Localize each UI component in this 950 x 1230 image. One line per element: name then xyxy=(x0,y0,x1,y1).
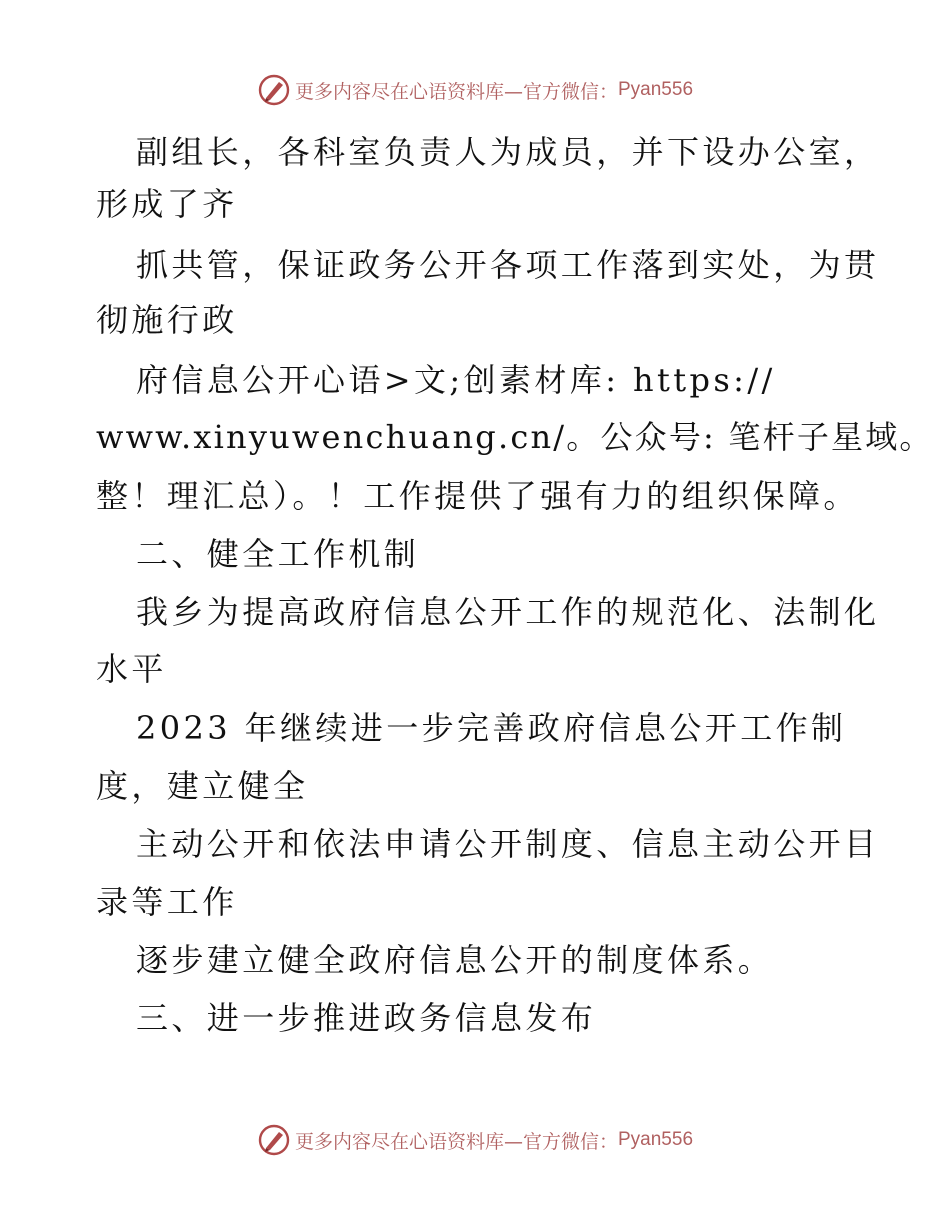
paragraph-line: 抓共管，保证政务公开各项工作落到实处，为贯 xyxy=(136,246,880,284)
paragraph-line: 彻施行政 xyxy=(96,301,238,339)
paragraph-line: 我乡为提高政府信息公开工作的规范化、法制化 xyxy=(136,593,880,631)
watermark-text: 更多内容尽在心语资料库—官方微信： xyxy=(294,80,618,103)
paragraph-line: 府信息公开心语>文;创素材库: https:// xyxy=(136,361,776,399)
pen-circle-logo-icon xyxy=(257,73,291,107)
paragraph-line: 2023 年继续进一步完善政府信息公开工作制 xyxy=(136,709,847,747)
section-heading: 二、健全工作机制 xyxy=(136,535,420,573)
footer-watermark xyxy=(0,1120,950,1160)
header-watermark xyxy=(0,70,950,110)
watermark-account: Pyan556 xyxy=(618,79,694,100)
paragraph-line: 度，建立健全 xyxy=(96,767,309,805)
watermark-account: Pyan556 xyxy=(618,1129,694,1150)
paragraph-line: 逐步建立健全政府信息公开的制度体系。 xyxy=(136,941,774,979)
paragraph-line: www.xinyuwenchuang.cn/。公众号: 笔杆子星域。 xyxy=(96,418,934,456)
paragraph-line: 录等工作 xyxy=(96,883,238,921)
paragraph-line: 主动公开和依法申请公开制度、信息主动公开目 xyxy=(136,825,880,863)
section-heading: 三、进一步推进政务信息发布 xyxy=(136,999,597,1037)
paragraph-line: 水平 xyxy=(96,650,167,688)
pen-circle-logo-icon xyxy=(257,1123,291,1157)
paragraph-line: 副组长，各科室负责人为成员，并下设办公室， xyxy=(136,133,880,171)
paragraph-line: 整！理汇总）。！工作提供了强有力的组织保障。 xyxy=(96,477,859,515)
paragraph-line: 形成了齐 xyxy=(96,185,238,223)
watermark-text: 更多内容尽在心语资料库—官方微信： xyxy=(294,1130,618,1153)
